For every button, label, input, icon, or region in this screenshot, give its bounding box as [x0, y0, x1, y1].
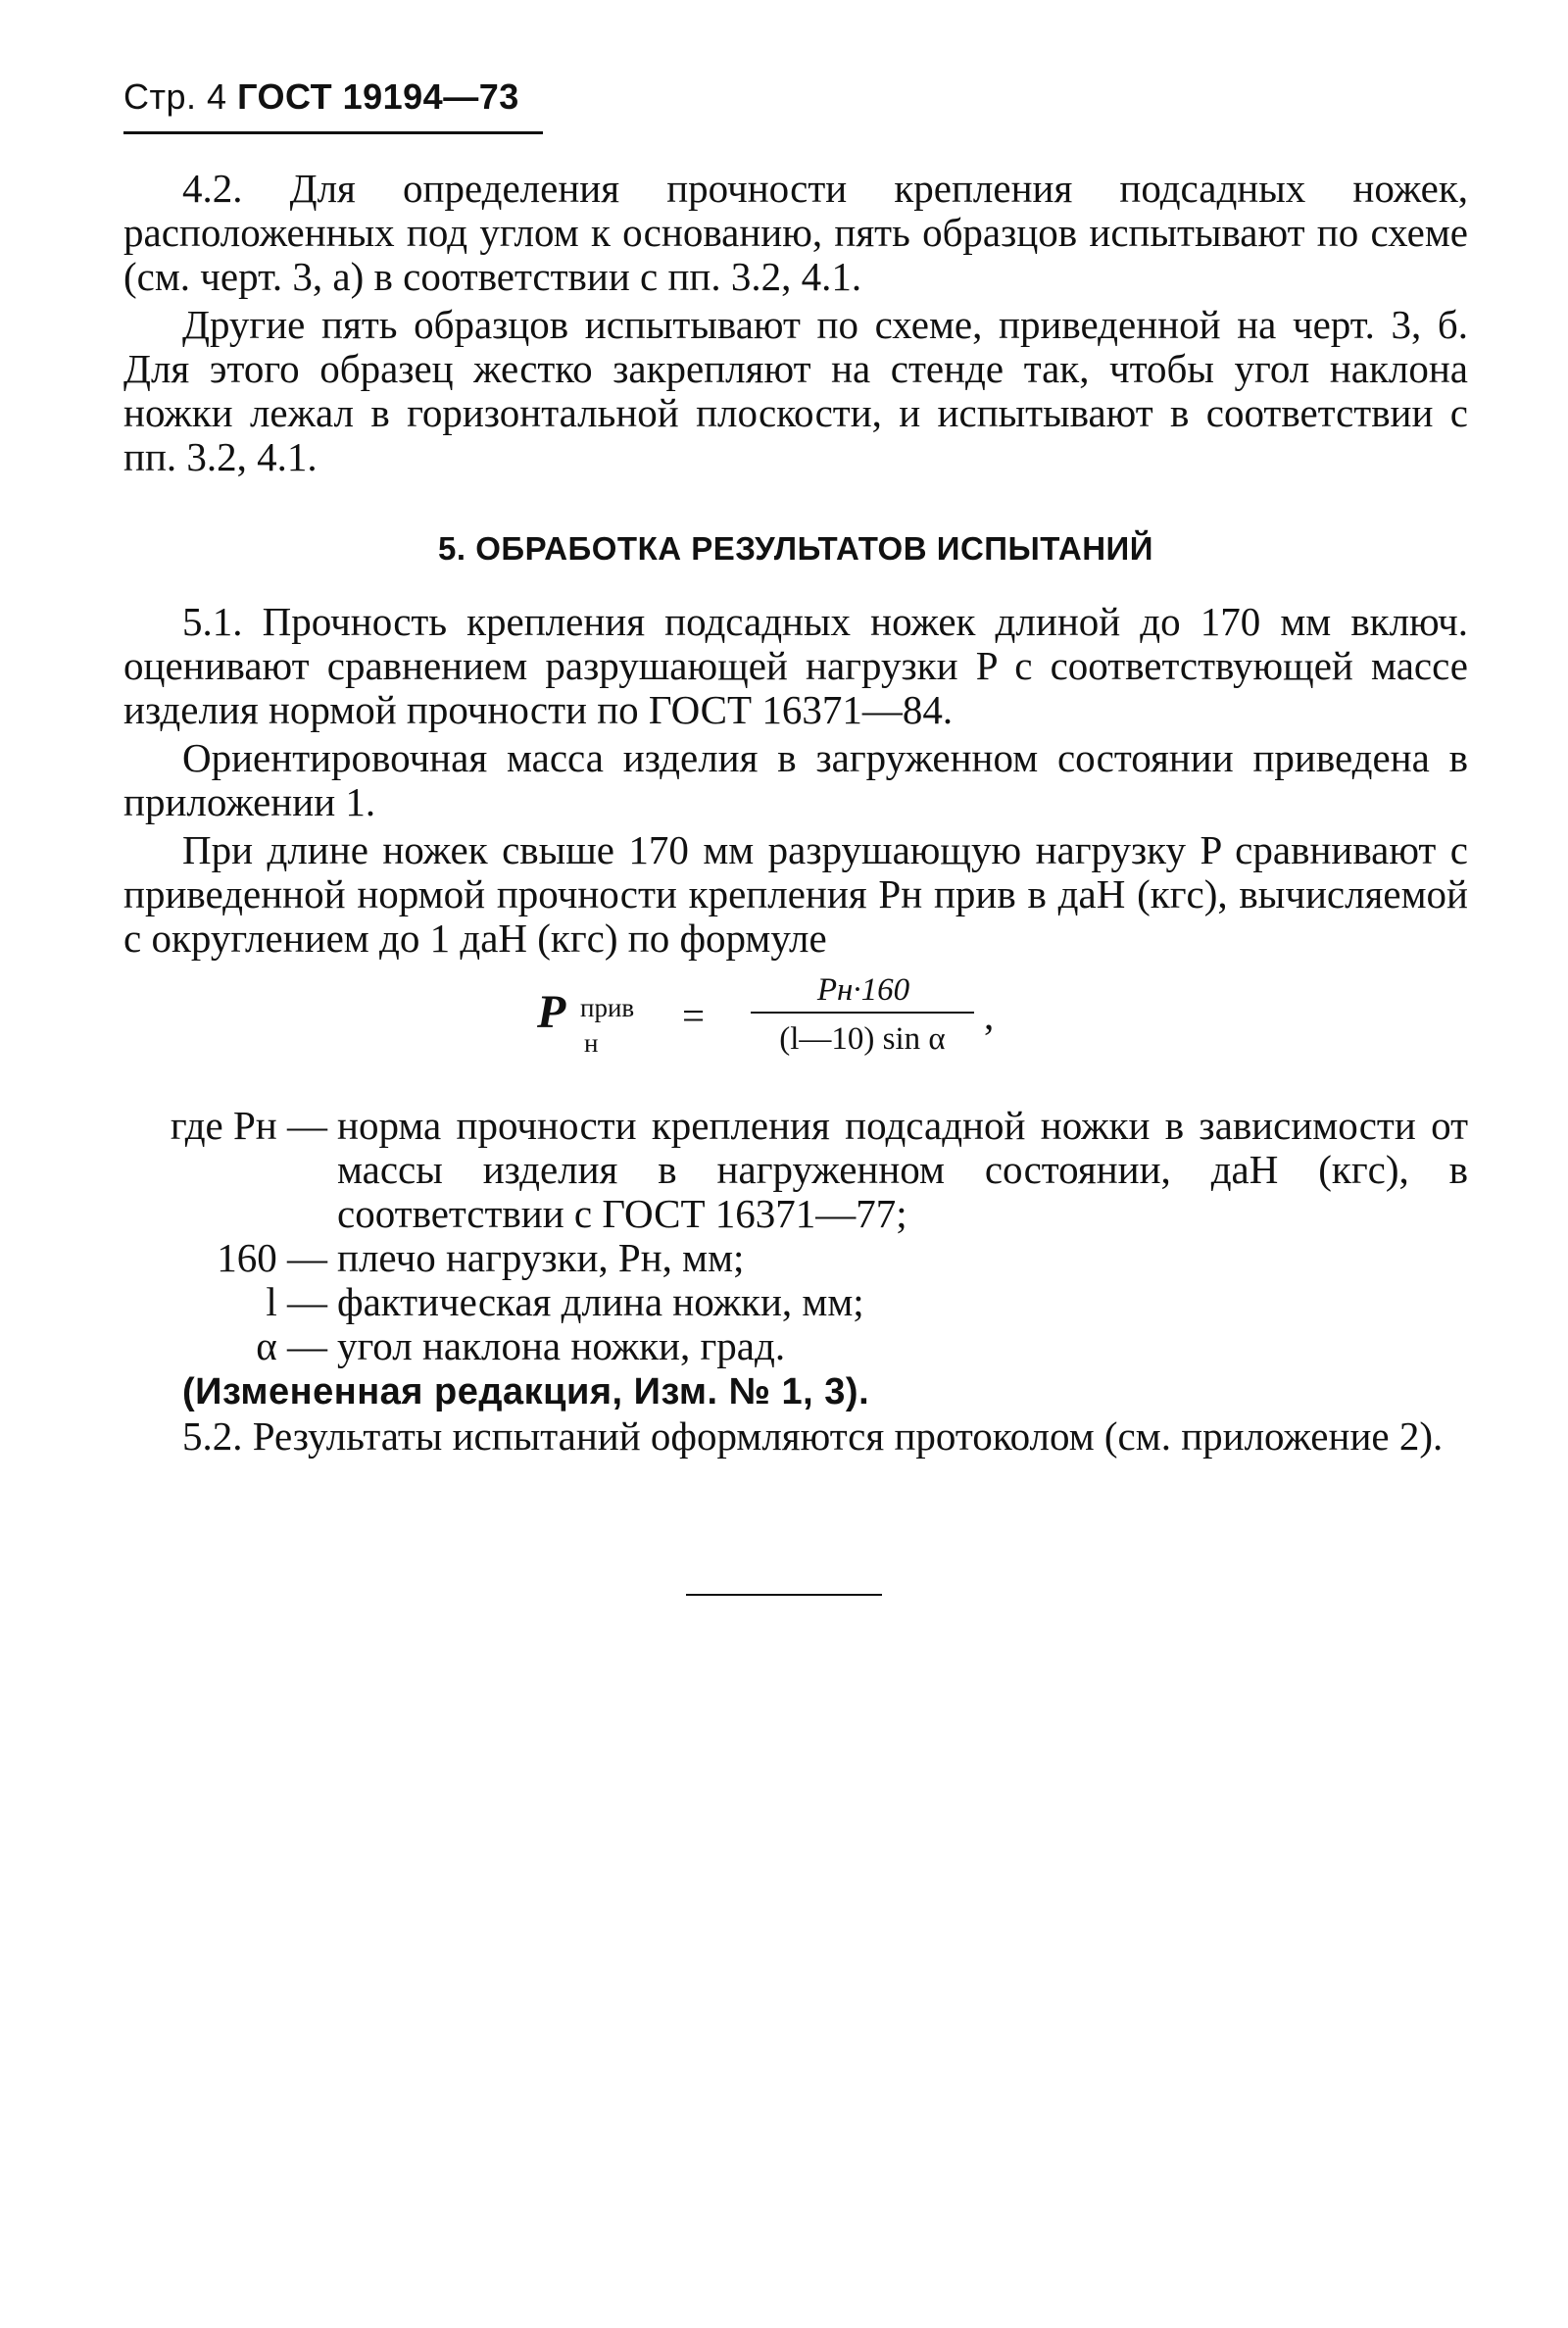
paragraph-4-2: 4.2. Для определения прочности крепления подсадных ножек, расположенных под углом к основанию, пять образцов испытывают по схеме (см. черт. 3, а) в соответствии с пп. 3.2, 4.1. [123, 166, 1468, 299]
formula-lhs-superscript: прив [580, 993, 635, 1022]
definition-symbol: где Pн — [170, 1103, 327, 1148]
formula-comma: , [984, 993, 995, 1038]
section-title: 5. ОБРАБОТКА РЕЗУЛЬТАТОВ ИСПЫТАНИЙ [438, 530, 1153, 567]
definition-row [123, 1324, 1468, 1368]
definition-symbol: l — [266, 1279, 327, 1324]
definition-row [123, 1104, 1468, 1236]
page-number: Стр. 4 [123, 76, 227, 117]
header-rule [123, 131, 543, 134]
variable-definitions [123, 1104, 1468, 1368]
formula-lhs: P [537, 986, 566, 1038]
amendment-note: (Измененная редакция, Изм. № 1, 3). [182, 1371, 870, 1412]
definition-text: угол наклона ножки, град. [337, 1323, 786, 1368]
formula-denominator: (l—10) sin α [779, 1021, 946, 1057]
standard-id: ГОСТ 19194—73 [237, 76, 519, 117]
document-body [123, 167, 1468, 1459]
paragraph-5-2: 5.2. Результаты испытаний оформляются протоколом (см. приложение 2). [182, 1413, 1444, 1459]
definition-row [123, 1236, 1468, 1280]
paragraph-formula-intro: При длине ножек свыше 170 мм разрушающую нагрузку P сравнивают с приведенной нормой прочности крепления Pн прив в даН (кгс), вычисляемой с округлением до 1 даН (кгс) по формуле [123, 827, 1468, 961]
formula-numerator: Pн·160 [816, 972, 910, 1008]
definition-row [123, 1280, 1468, 1324]
paragraph-5-1: 5.1. Прочность крепления подсадных ножек длиной до 170 мм включ. оценивают сравнением разрушающей нагрузки P с соответствующей массе изделия нормой прочности по ГОСТ 16371—84. [123, 599, 1468, 732]
formula [123, 972, 1468, 1090]
definition-symbol: α — [256, 1323, 327, 1368]
formula-lhs-subscript: н [584, 1028, 599, 1058]
definition-text: норма прочности крепления подсадной ножки в зависимости от массы изделия в нагруженном состоянии, даН (кгс), в соответствии с ГОСТ 16371—77; [337, 1103, 1468, 1236]
formula-equals: = [682, 993, 706, 1038]
page-header [123, 76, 519, 118]
end-rule [686, 1594, 882, 1596]
definition-text: плечо нагрузки, Pн, мм; [337, 1235, 745, 1280]
definition-text: фактическая длина ножки, мм; [337, 1279, 864, 1324]
definition-symbol: 160 — [217, 1235, 327, 1280]
paragraph-4-2-continued: Другие пять образцов испытывают по схеме, приведенной на черт. 3, б. Для этого образец жестко закрепляют на стенде так, чтобы угол наклона ножки лежал в горизонтальной плоскости, и испытывают в соответствии с пп. 3.2, 4.1. [123, 302, 1468, 479]
fraction-bar [751, 1012, 974, 1014]
paragraph-mass-note: Ориентировочная масса изделия в загруженном состоянии приведена в приложении 1. [123, 735, 1468, 824]
